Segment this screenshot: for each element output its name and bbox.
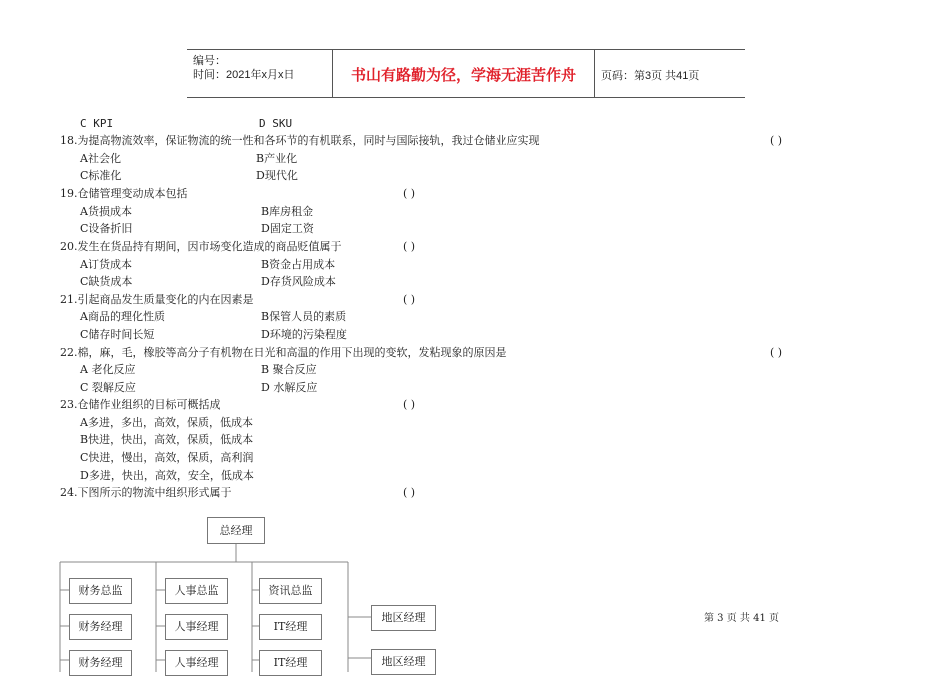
option-text: A多进，多出，高效，保质，低成本 — [80, 416, 253, 429]
question-stem: 19.仓储管理变动成本包括 — [60, 187, 188, 200]
option-text: C快进，慢出，高效，保质，高利润 — [80, 451, 254, 464]
org-node-root: 总经理 — [207, 517, 265, 544]
option-text: D SKU — [259, 117, 293, 130]
option-text: D多进，快出，高效，安全，低成本 — [80, 469, 254, 482]
org-node-it-director: 资讯总监 — [259, 578, 322, 604]
org-node-it-manager: IT经理 — [259, 614, 322, 640]
question-stem: 21.引起商品发生质量变化的内在因素是 — [60, 293, 254, 306]
option-text: B产业化 — [256, 152, 298, 165]
option-text: D固定工资 — [261, 222, 314, 235]
org-node-finance-manager: 财务经理 — [69, 614, 132, 640]
page-footer: 第 3 页 共 41 页 — [704, 613, 779, 624]
option-text: B快进，快出，高效，保质，低成本 — [80, 433, 254, 446]
option-text: C缺货成本 — [80, 275, 133, 288]
org-node-hr-manager: 人事经理 — [165, 614, 228, 640]
answer-paren: ( ) — [403, 293, 416, 306]
option-text: B资金占用成本 — [261, 258, 336, 271]
header-motto: 书山有路勤为径，学海无涯苦作舟 — [350, 66, 576, 84]
org-node-regional-manager: 地区经理 — [371, 649, 436, 675]
option-text: D环境的污染程度 — [261, 328, 347, 341]
option-text: B保管人员的素质 — [261, 310, 347, 323]
org-node-finance-manager: 财务经理 — [69, 650, 132, 676]
code-label: 编号： — [193, 55, 226, 67]
question-stem: 24.下图所示的物流中组织形式属于 — [60, 486, 232, 499]
option-text: B库房租金 — [261, 205, 314, 218]
option-text: C标准化 — [80, 169, 122, 182]
option-text: D现代化 — [256, 169, 298, 182]
org-node-it-manager: IT经理 — [259, 650, 322, 676]
time-label: 时间：2021年x月x日 — [193, 69, 295, 81]
header-page-label: 页码：第3页 共41页 — [601, 70, 700, 82]
option-text: A订货成本 — [80, 258, 132, 271]
option-text: A社会化 — [80, 152, 121, 165]
answer-paren: ( ) — [403, 398, 416, 411]
option-text: A商品的理化性质 — [80, 310, 165, 323]
answer-paren: ( ) — [403, 486, 416, 499]
option-text: A货损成本 — [80, 205, 132, 218]
option-text: A 老化反应 — [80, 363, 136, 376]
org-node-finance-director: 财务总监 — [69, 578, 132, 604]
option-text: D 水解反应 — [261, 381, 318, 394]
question-stem: 18.为提高物流效率，保证物流的统一性和各环节的有机联系，同时与国际接轨，我过仓储业应实现 — [60, 134, 540, 147]
option-text: C储存时间长短 — [80, 328, 155, 341]
option-text: D存货风险成本 — [261, 275, 336, 288]
option-text: C设备折旧 — [80, 222, 133, 235]
org-node-hr-manager: 人事经理 — [165, 650, 228, 676]
answer-paren: ( ) — [770, 134, 783, 147]
answer-paren: ( ) — [403, 187, 416, 200]
option-text: C 裂解反应 — [80, 381, 136, 394]
org-node-hr-director: 人事总监 — [165, 578, 228, 604]
answer-paren: ( ) — [770, 346, 783, 359]
answer-paren: ( ) — [403, 240, 416, 253]
option-text: C KPI — [80, 117, 114, 130]
org-node-regional-manager: 地区经理 — [371, 605, 436, 631]
option-text: B 聚合反应 — [261, 363, 317, 376]
question-stem: 22.棉，麻，毛，橡胶等高分子有机物在日光和高温的作用下出现的变软，发粘现象的原因是 — [60, 346, 507, 359]
question-stem: 20.发生在货品持有期间，因市场变化造成的商品贬值属于 — [60, 240, 342, 253]
question-stem: 23.仓储作业组织的目标可概括成 — [60, 398, 221, 411]
